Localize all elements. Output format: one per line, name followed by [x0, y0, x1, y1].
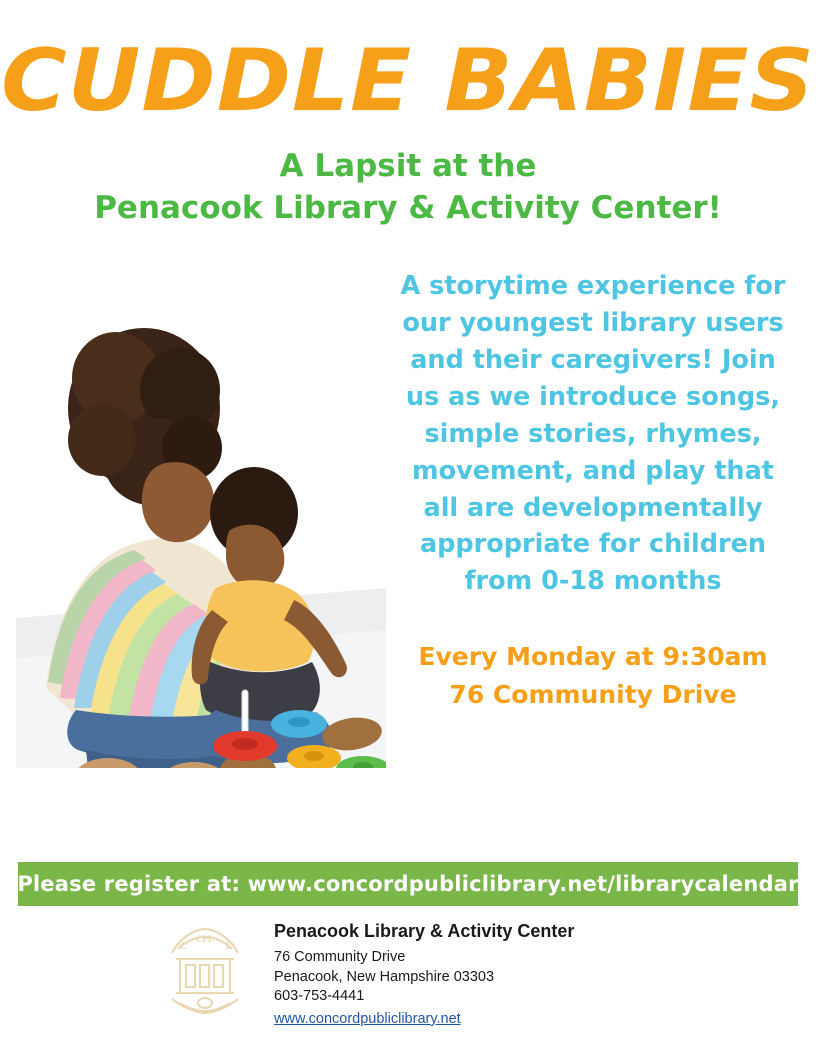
subtitle — [0, 146, 816, 230]
event-schedule: Every Monday at 9:30am — [418, 642, 768, 672]
registration-text[interactable]: Please register at: www.concordpubliclibrary.net/librarycalendar — [17, 872, 799, 896]
footer-contact — [274, 915, 574, 1029]
description-text: A storytime experience for our youngest library users and their caregivers! Join us as we introduce songs, simple stories, rhymes, movement, and play that all are developmentally appropriate for children from 0-18 months — [400, 270, 786, 597]
subtitle-line-2: Penacook Library & Activity Center! — [94, 189, 722, 226]
website-link[interactable]: www.concordpubliclibrary.net — [274, 1010, 461, 1027]
page-title: CUDDLE BABIES — [1, 31, 815, 131]
address-line-1: 76 Community Drive — [274, 949, 406, 965]
phone-number: 603-753-4441 — [274, 988, 365, 1005]
registration-banner — [18, 862, 798, 906]
subtitle-line-1: A Lapsit at the — [279, 148, 537, 184]
library-logo-icon — [150, 919, 260, 1019]
svg-text:CPL: CPL — [196, 934, 214, 944]
organization-name: Penacook Library & Activity Center — [274, 921, 575, 941]
event-location: 76 Community Drive — [449, 679, 737, 709]
main-content — [0, 258, 816, 798]
svg-text:C: C — [180, 941, 187, 951]
footer — [0, 915, 816, 1029]
event-details — [398, 638, 788, 713]
address-line-2: Penacook, New Hampshire 03303 — [274, 968, 495, 985]
description-column — [398, 268, 788, 714]
svg-text:L: L — [226, 941, 233, 951]
photo-caregiver-and-toddler — [16, 258, 386, 768]
